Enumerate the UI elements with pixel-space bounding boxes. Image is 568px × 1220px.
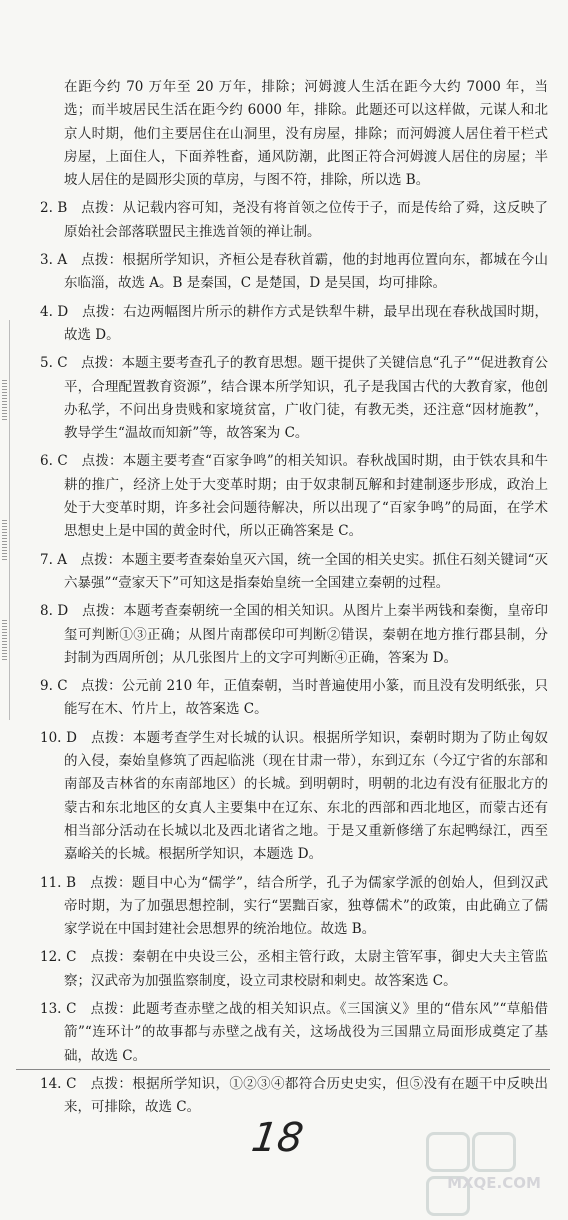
answer-paragraph: 在距今约 70 万年至 20 万年，排除；河姆渡人生活在距今大约 7000 年，当选；而半坡居民生活在距今约 6000 年，排除。此题还可以这样做，元谋人和北京人时期，他们主要居住在山洞里，没有房屋，排除；而河姆渡人居住着干栏式房屋，上面住人，下面养牲畜，通风防潮，此图正符合河姆渡人居住的房屋；半坡人居住的是圆形尖顶的草房，与图不符，排除，所以选 B。: [64, 79, 548, 189]
answer-paragraph: 2. B 点拨：从记载内容可知，尧没有将首领之位传于子，而是传给了舜，这反映了原始社会部落联盟民主推选首领的禅让制。: [40, 200, 548, 240]
answer-paragraph: 13. C 点拨：此题考查赤壁之战的相关知识点。《三国演义》里的“借东风”“草船借箭”“连环计”的故事都与赤壁之战有关，这场战役为三国鼎立局面形成奠定了基础，故选 C。: [40, 1000, 548, 1064]
footer-divider: [16, 1069, 550, 1070]
binding-stripe: [2, 520, 7, 560]
answer-paragraph: 4. D 点拨：右边两幅图片所示的耕作方式是铁犁牛耕，最早出现在春秋战国时期，故选 D。: [40, 303, 548, 343]
answer-paragraph: 3. A 点拨：根据所学知识，齐桓公是春秋首霸，他的封地再位置向东，都城在今山东临淄，故选 A。B 是秦国，C 是楚国，D 是吴国，均可排除。: [40, 252, 548, 292]
answer-paragraph: 6. C 点拨：本题主要考查“百家争鸣”的相关知识。春秋战国时期，由于铁农具和牛耕的推广，经济上处于大变革时期；由于奴隶制瓦解和封建制逐步形成，政治上处于大变革时期，许多社会问题待解决，所以出现了“百家争鸣”的局面，在学术思想史上是中国的黄金时代，所以正确答案是 C。: [40, 453, 548, 540]
answer-paragraph: 10. D 点拨：本题考查学生对长城的认识。根据所学知识，秦朝时期为了防止匈奴的入侵，秦始皇修筑了西起临洮（现在甘肃一带），东到辽东（今辽宁省的东部和南部及吉林省的东南部地区）的长城。到明朝时，明朝的北边有没有征服北方的蒙古和东北地区的女真人主要集中在辽东、东北的西部和西北地区，而蒙古还有相当部分活动在长城以北及西北诸省之地。于是又重新修缮了东起鸭绿江，西至嘉峪关的长城。根据所学知识，本题选 D。: [40, 729, 548, 863]
answer-paragraph: 8. D 点拨：本题考查秦朝统一全国的相关知识。从图片上秦半两钱和秦衡，皇帝印玺可判断①③正确；从图片南郡侯印可判断②错误，秦朝在地方推行郡县制，分封制为西周所创；从几张图片上的文字可判断④正确，答案为 D。: [40, 603, 548, 666]
binding-margin: [0, 320, 10, 720]
watermark-char-box: [472, 1132, 516, 1172]
answer-paragraph: 11. B 点拨：题目中心为“儒学”，结合所学，孔子为儒家学派的创始人，但到汉武帝时期，为了加强思想控制，实行“罢黜百家，独尊儒术”的政策，由此确立了儒家学说在中国封建社会思想界的统治地位。故选 B。: [40, 874, 548, 938]
answer-paragraph: 7. A 点拨：本题主要考查秦始皇灭六国，统一全国的相关史实。抓住石刻关键词“灭六暴强”“壹家天下”可知这是指秦始皇统一全国建立秦朝的过程。: [40, 551, 548, 591]
watermark-char-box: [426, 1132, 470, 1172]
site-watermark-logo: [426, 1132, 562, 1192]
answer-paragraph: 5. C 点拨：本题主要考查孔子的教育思想。题干提供了关键信息“孔子”“促进教育公平，合理配置教育资源”，结合课本所学知识，孔子是我国古代的大教育家，他创办私学，不问出身贵贱和家境贫富，广收门徒，有教无类，还注意“因材施教”，教导学生“温故而知新”等，故答案为 C。: [40, 355, 548, 442]
binding-stripe: [2, 620, 7, 660]
answer-list: [40, 76, 548, 1124]
watermark-url: MXQE.COM: [447, 1174, 541, 1192]
binding-stripe: [2, 380, 7, 420]
answer-paragraph: 9. C 点拨：公元前 210 年，正值秦朝，当时普遍使用小篆，而且没有发明纸张，只能写在木、竹片上，故答案选 C。: [40, 678, 548, 718]
answer-paragraph: 14. C 点拨：根据所学知识，①②③④都符合历史史实，但⑤没有在题干中反映出来，可排除，故选 C。: [40, 1075, 548, 1116]
page-number: 18: [248, 1115, 307, 1161]
answer-paragraph: 12. C 点拨：秦朝在中央设三公，丞相主管行政，太尉主管军事，御史大夫主管监察；汉武帝为加强监察制度，设立司隶校尉和刺史。故答案选 C。: [40, 949, 548, 989]
